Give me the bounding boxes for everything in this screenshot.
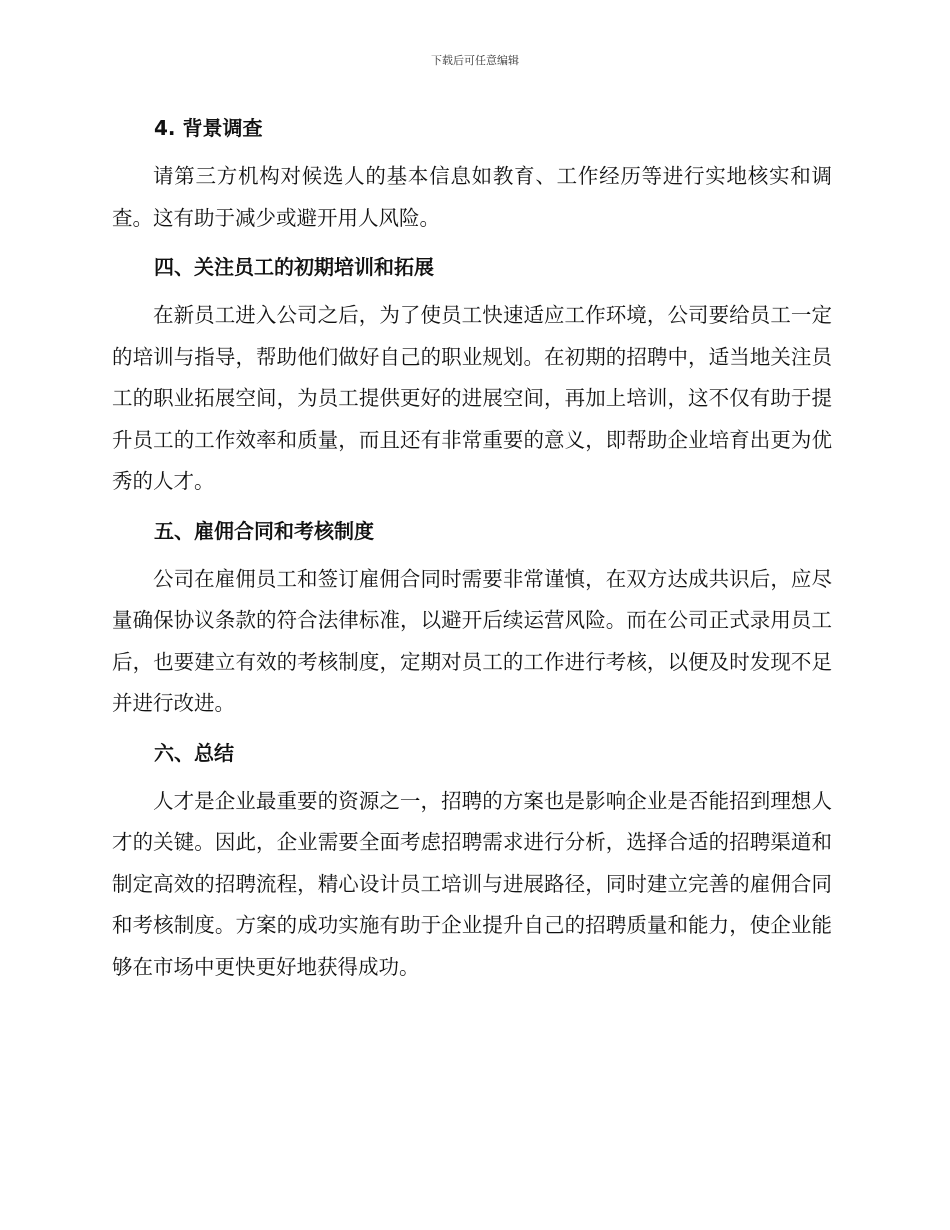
section-paragraph: 人才是企业最重要的资源之一，招聘的方案也是影响企业是否能招到理想人才的关键。因此，企业需要全面考虑招聘需求进行分析，选择合适的招聘渠道和制定高效的招聘流程，精心设计员工培训与进展路径，同时建立完善的雇佣合同和考核制度。方案的成功实施有助于企业提升自己的招聘质量和能力，使企业能够在市场中更快更好地获得成功。 (112, 788, 832, 979)
section-heading: 五、雇佣合同和考核制度 (154, 518, 374, 543)
page-header: 下载后可任意编辑 (431, 54, 519, 67)
document-body (112, 108, 832, 996)
section-paragraph: 在新员工进入公司之后，为了使员工快速适应工作环境，公司要给员工一定的培训与指导，帮助他们做好自己的职业规划。在初期的招聘中，适当地关注员工的职业拓展空间，为员工提供更好的进展空间，再加上培训，这不仅有助于提升员工的工作效率和质量，而且还有非常重要的意义，即帮助企业培育出更为优秀的人才。 (112, 303, 832, 493)
section-heading: 四、关注员工的初期培训和拓展 (154, 255, 434, 279)
section-contract (112, 511, 832, 725)
section-paragraph: 请第三方机构对候选人的基本信息如教育、工作经历等进行实地核实和调查。这有助于减少或避开用人风险。 (112, 164, 832, 230)
section-heading: 六、总结 (154, 740, 234, 765)
section-background-check (112, 108, 832, 239)
section-heading: 4. 背景调查 (154, 116, 263, 140)
section-training (112, 247, 832, 503)
section-summary (112, 733, 832, 989)
section-paragraph: 公司在雇佣员工和签订雇佣合同时需要非常谨慎，在双方达成共识后，应尽量确保协议条款的符合法律标准，以避开后续运营风险。而在公司正式录用员工后，也要建立有效的考核制度，定期对员工的工作进行考核，以便及时发现不足并进行改进。 (112, 566, 832, 715)
